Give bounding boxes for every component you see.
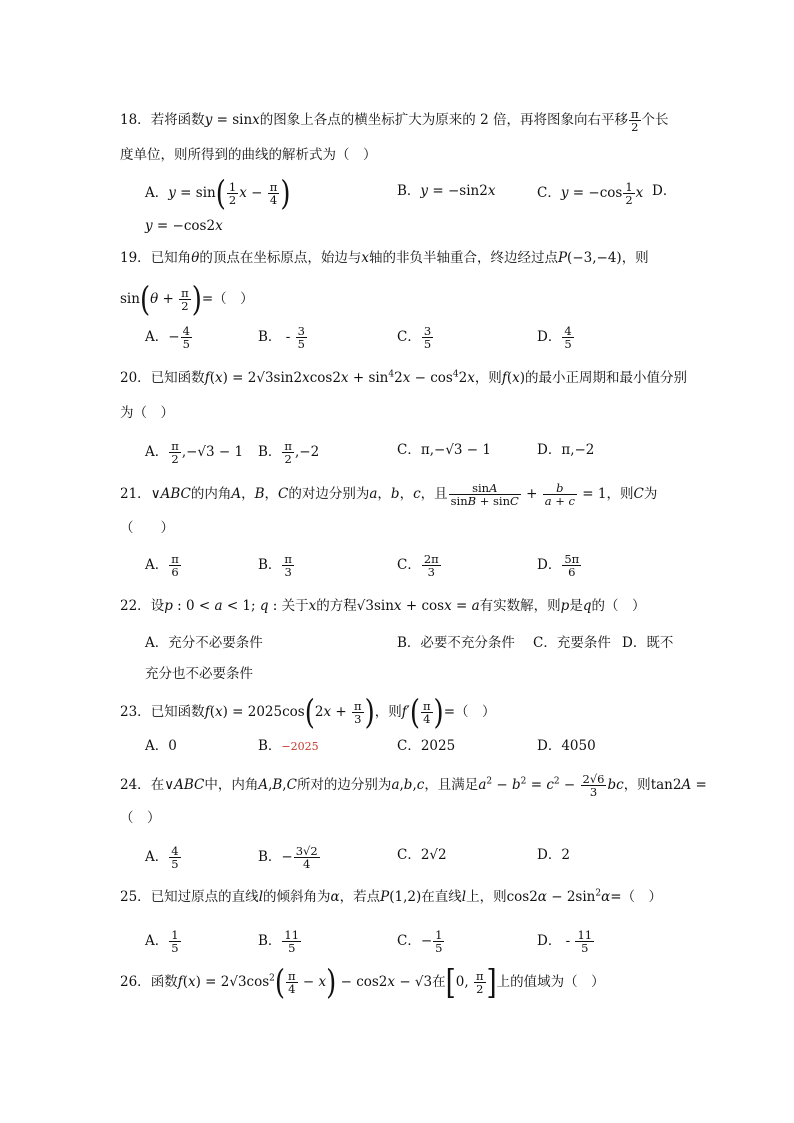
option-a: A． $\frac{4}{5}$ (145, 844, 179, 871)
option-b: B． $\frac{11}{5}$ (258, 928, 300, 955)
question-21: 21．∨ABC的内角A，B，C的对边分别为a，b，c，且 $\frac{\sin A}{\sin B + \sin C}$ + $\frac{b}{a + c}$ = 1，则C为 (120, 481, 658, 508)
option-c: C．π,−√3 − 1 (397, 442, 491, 458)
question-18-line2: 度单位，则所得到的曲线的解析式为（ ） (120, 147, 377, 163)
option-d: D． $\frac{5\pi}{6}$ (537, 552, 580, 579)
option-d: D．π,−2 (537, 442, 595, 458)
option-b: B．− $\frac{3√2}{4}$ (258, 844, 318, 871)
question-24-line2: （ ） (120, 810, 161, 826)
option-b: B．必要不充分条件 (397, 635, 515, 651)
option-b: B． $\frac{\pi}{2}$ ,−2 (258, 439, 320, 466)
option-b: B． $\frac{\pi}{3}$ (258, 552, 292, 579)
question-21-line2: （ ） (120, 520, 174, 536)
option-d: D．2 (537, 847, 570, 863)
option-c: C．充要条件 (533, 635, 611, 651)
option-d: D．4050 (537, 738, 596, 754)
question-19: 19．已知角θ的顶点在坐标原点，始边与x轴的非负半轴重合，终边经过点P(−3,−4)，则 (120, 250, 649, 266)
question-number: 24． (120, 777, 151, 793)
question-20-line2: 为（ ） (120, 405, 174, 421)
question-number: 20． (120, 370, 151, 386)
question-24: 24．在∨ABC中，内角A,B,C所对的边分别为a,b,c，且满足$a^2 - b^2 = c^2$ − $\frac{2√6}{3}$ bc，则tan2A = (120, 772, 707, 799)
option-a: A．y = sin( $\frac{1}{2}$ x − $\frac{\pi}{4}$ ) (145, 174, 291, 213)
option-d: D．既不 (622, 635, 674, 651)
question-number: 25． (120, 889, 151, 905)
question-25: 25．已知过原点的直线l的倾斜角为α，若点P(1,2)在直线l上，则$\cos 2\alpha - 2\sin^2\alpha=$（ ） (120, 888, 663, 905)
question-number: 23． (120, 704, 151, 720)
option-a: A． $\frac{\pi}{2}$ ,−√3 − 1 (145, 439, 244, 466)
option-c: C．y = −cos $\frac{1}{2}$ x (537, 180, 644, 207)
option-c: C．2√2 (397, 847, 447, 863)
question-20: 20．已知函数$f(x) = 2√3\sin 2xcos2x + \sin^42x - \cos^42x$，则f(x)的最小正周期和最小值分别 (120, 369, 687, 386)
option-c: C． $\frac{3}{5}$ (397, 324, 432, 351)
option-b: B．y = −sin2x (397, 183, 496, 199)
question-number: 19． (120, 250, 151, 266)
option-a: A．0 (145, 738, 177, 754)
option-b: B．−2025 (258, 738, 319, 754)
option-d-value: y = −cos2x (145, 218, 223, 234)
option-d: D． $\frac{4}{5}$ (537, 324, 572, 351)
question-19-line2: sin(θ + $\frac{\pi}{2}$ )=（ ） (120, 280, 254, 319)
question-18: 18．若将函数y = sinx的图象上各点的横坐标扩大为原来的 2 倍，再将图象向右平移 $\frac{\pi}{2}$ 个长 (120, 107, 669, 134)
question-number: 18． (120, 112, 151, 128)
option-a: A． $\frac{1}{5}$ (145, 928, 179, 955)
question-23: 23．已知函数f(x) = 2025cos(2x + $\frac{\pi}{3}$ )，则f′( $\frac{\pi}{4}$ )=（ ） (120, 693, 496, 732)
option-d: D． - $\frac{11}{5}$ (537, 928, 593, 955)
option-a: A．充分不必要条件 (145, 635, 263, 651)
option-c: C． $\frac{2\pi}{3}$ (397, 552, 439, 579)
question-number: 26． (120, 974, 151, 990)
option-c: C．2025 (397, 738, 456, 754)
option-b: B． - $\frac{3}{5}$ (258, 324, 305, 351)
question-number: 22． (120, 598, 151, 614)
question-number: 21． (120, 486, 151, 502)
option-c: C．− $\frac{1}{5}$ (397, 928, 443, 955)
question-26: 26．函数$f(x) = 2√3\cos^2$( $\frac{\pi}{4}$ − x) − cos2x − √3在[0, $\frac{\pi}{2}$ ]上的值域为（ ） (120, 963, 605, 1002)
option-d: D． (652, 183, 677, 199)
question-22: 22．设p : 0 < a < 1; q : 关于x的方程√3sinx + cosx = a有实数解，则p是q的（ ） (120, 598, 646, 614)
option-a: A．− $\frac{4}{5}$ (145, 324, 190, 351)
option-a: A． $\frac{\pi}{6}$ (145, 552, 179, 579)
option-d-cont: 充分也不必要条件 (145, 666, 253, 682)
